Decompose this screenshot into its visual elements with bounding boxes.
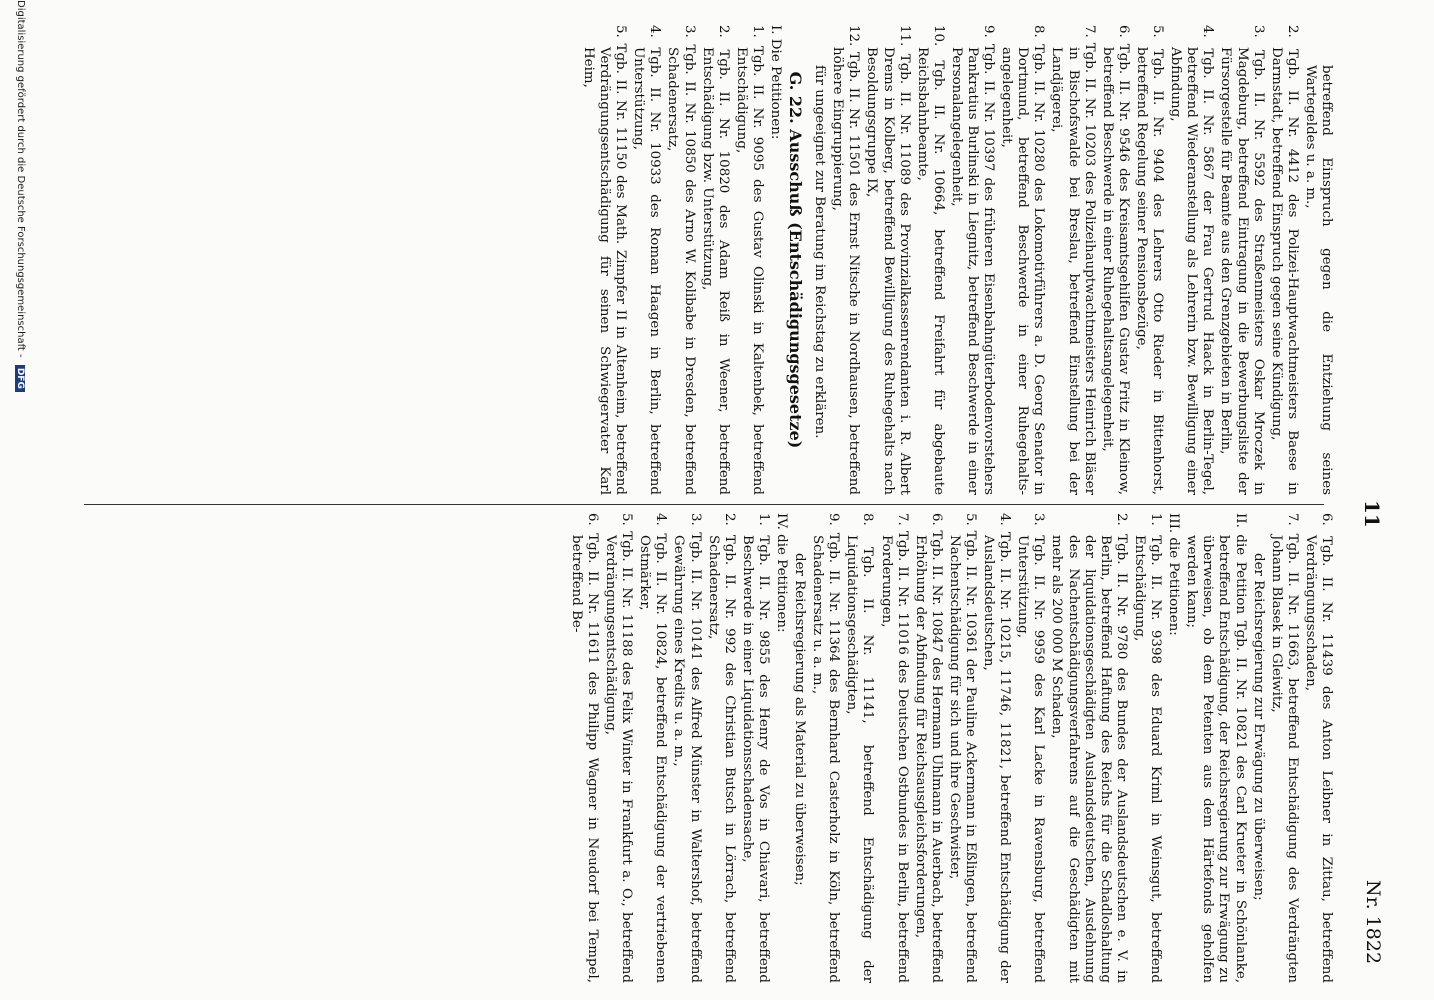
left-column-paragraph: I. Die Petitionen: [768, 25, 783, 140]
right-column-paragraph: der Reichsregierung als Material zu überweisen; [792, 553, 808, 886]
footer [15, 0, 26, 1000]
left-column-paragraph: 3. Tgb. II. Nr. 5592 des Straßenmeisters Oskar Mroczek in Magdeburg, betreffend Eintragung in die Bewerbungsliste der Fürsorgestelle für Beamte aus den Grenzgebieten in Berlin, [1218, 25, 1266, 495]
right-column-paragraph: 8. Tgb. II. Nr. 11141, betreffend Entschädigung der Liquidationsgeschädigten, [844, 513, 876, 983]
left-column-paragraph: 3. Tgb. II. Nr. 10850 des Arno W. Kolibabe in Dresden, betreffend Schadenersatz, [665, 25, 697, 495]
left-column-paragraph: 1. Tgb. II. Nr. 9095 des Gustav Olinski in Kaltenbek, betreffend Entschädigung, [733, 25, 765, 495]
right-column-paragraph: 6. Tgb. II. Nr. 10847 des Hermann Uhlmann in Auerbach, betreffend Erhöhung der Abfindung für Reichsausgleichsforderungen, [912, 513, 944, 983]
left-column-paragraph: 2. Tgb. II. Nr. 10820 des Adam Reiß in Weener, betreffend Entschädigung bzw. Unterstützung, [699, 25, 731, 495]
page-header [1344, 0, 1384, 1000]
issue-number: Nr. 1822 [1362, 880, 1384, 965]
page-number: 11 [1360, 500, 1384, 528]
right-column-paragraph: 1. Tgb. II. Nr. 9855 des Henry de Vos in Chiavari, betreffend Beschwerde in einer Liquidationsschadensache, [739, 513, 771, 983]
left-column-paragraph: betreffend Einspruch gegen die Entziehung seines Wartegeldes u. a. m., [1302, 65, 1334, 495]
left-column-paragraph: 12. Tgb. II. Nr. 11501 des Ernst Nitsche in Nordhausen, betreffend höhere Eingruppierung, [830, 25, 862, 495]
right-column-paragraph: 7. Tgb. II. Nr. 11016 des Deutschen Ostbundes in Berlin, betreffend Forderungen, [878, 513, 910, 983]
left-column-paragraph: für ungeeignet zur Beratung im Reichstag zu erklären. [812, 65, 828, 439]
left-column-paragraph: 5. Tgb. II. Nr. 11150 des Math. Zimpfer II in Altenheim, betreffend Verdrängungsentschädigung für seinen Schwiegervater Karl Heim, [580, 25, 629, 495]
right-column-paragraph: 1. Tgb. II. Nr. 9398 des Eduard Kriml in Weinsgut, betreffend Entschädigung, [1131, 513, 1164, 983]
left-column-paragraph: 11. Tgb. II. Nr. 11089 des Provinzialkassenrendanten i. R. Albert Drems in Kolberg, betreffend Bewilligung des Ruhegehalts nach Besoldungsgruppe IX, [864, 25, 912, 495]
left-column-paragraph: 2. Tgb. II. Nr. 4412 des Polizei-Hauptwachtmeisters Baese in Darmstadt, betreffend Einspruch gegen seine Kündigung, [1268, 25, 1300, 495]
left-column-paragraph: G. 22. Ausschuß (Entschädigungsgesetze) [786, 71, 806, 449]
right-column-paragraph: III. die Petitionen: [1166, 513, 1182, 636]
right-column-paragraph: 3. Tgb. II. Nr. 10141 des Alfred Münster in Waltershof, betreffend Gewährung eines Kredits u. a. m., [671, 513, 703, 983]
right-column [566, 513, 1334, 983]
left-column-paragraph: 4. Tgb. II. Nr. 10933 des Roman Haagen in Berlin, betreffend Unterstützung, [631, 25, 663, 495]
right-column-paragraph: 5. Tgb. II. Nr. 11188 des Felix Winter in Frankfurt a. O., betreffend Verdrängungsentschädigung, [603, 513, 635, 983]
left-column [578, 25, 1334, 495]
left-column-paragraph: 8. Tgb. II. Nr. 10280 des Lokomotivführers a. D. Georg Senator in Dortmund, betreffend Beschwerde in einer Ruhegehaltsangelegenheit, [999, 25, 1047, 495]
left-column-paragraph: 4. Tgb. II. Nr. 5867 der Frau Gertrud Haack in Berlin-Tegel, betreffend Wiederanstellung als Lehrerin bzw. Bewilligung einer Abfindung, [1168, 25, 1216, 495]
funding-note: Digitalisierung gefördert durch die Deutsche Forschungsgemeinschaft - [15, 0, 26, 358]
right-column-paragraph: 6. Tgb. II. Nr. 11439 des Anton Leibner in Zittau, betreffend Verdrängungsschaden, [1302, 513, 1334, 983]
right-column-paragraph: 6. Tgb. II. Nr. 11611 des Philipp Wagner in Neudorf bei Tempel, betreffend Be- [568, 513, 600, 983]
right-column-paragraph: IV. die Petitionen: [774, 513, 789, 633]
right-column-paragraph: 7. Tgb. II. Nr. 11663, betreffend Entschädigung des Verdrängten Johann Blasek in Gleiwitz, [1268, 513, 1300, 983]
right-column-paragraph: der Reichsregierung zur Erwägung zu überweisen; [1250, 553, 1266, 901]
left-column-paragraph: 7. Tgb. II. Nr. 10203 des Polizeihauptwachtmeisters Heinrich Bläser in Bischofswalde bei Breslau, betreffend Einstellung bei der Landjägerei, [1049, 25, 1097, 495]
right-column-paragraph: 2. Tgb. II. Nr. 992 des Christian Butsch in Lörrach, betreffend Schadenersatz, [705, 513, 737, 983]
right-column-paragraph: 3. Tgb. II. Nr. 9959 des Karl Lacke in Ravensburg, betreffend Unterstützung, [1015, 513, 1047, 983]
right-column-paragraph: 9. Tgb. II. Nr. 11364 des Bernhard Casterholz in Köln, betreffend Schadenersatz u. a. m., [810, 513, 842, 983]
right-column-paragraph: 4. Tgb. II. Nr. 10215, 11746, 11821, betreffend Entschädigung der Auslandsdeutschen, [981, 513, 1013, 983]
right-column-paragraph: II. die Petition Tgb. II. Nr. 10821 des Carl Krueter in Schönlanke, betreffend Entschädigung, der Reichsregierung zur Erwägung zu überweisen, ob dem Petenten aus dem Härtefonds geholfen werden kann; [1184, 513, 1248, 983]
right-column-paragraph: 4. Tgb. II. Nr. 10824, betreffend Entschädigung der vertriebenen Ostmärker, [637, 513, 669, 983]
right-column-paragraph: 2. Tgb. II. Nr. 9780 des Bundes der Auslandsdeutschen e. V. in Berlin, betreffend Haftung des Reichs für die Schadloshaltung der liquidationsgeschädigten Auslandsdeutschen, Ausdehnung des Nachentschädigungsverfahrens auf die Geschädigten mit mehr als 200 000 M Schaden, [1049, 513, 1129, 983]
right-column-paragraph: 5. Tgb. II. Nr. 10361 der Pauline Ackermann in Eßlingen, betreffend Nachentschädigung für sich und ihre Geschwister, [946, 513, 979, 983]
dfg-logo: DFG [15, 365, 25, 392]
left-column-paragraph: 5. Tgb. II. Nr. 9404 des Lehrers Otto Rieder in Bittenhorst, betreffend Regelung seiner Pensionsbezüge, [1133, 25, 1166, 495]
left-column-paragraph: 10. Tgb. II. Nr. 10664, betreffend Freifahrt für abgebaute Reichsbahnbeamte, [914, 25, 946, 495]
column-divider [84, 504, 1324, 505]
left-column-paragraph: 6. Tgb. II. Nr. 9546 des Kreisamtsgehilfen Gustav Fritz in Kleinow, betreffend Beschwerde in einer Ruhegehaltsangelegenheit, [1099, 25, 1131, 495]
left-column-paragraph: 9. Tgb. II. Nr. 10397 des früheren Eisenbahngüterbodenvorstehers Pankratius Burlinski in Liegnitz, betreffend Beschwerde in einer Personalangelegenheit, [948, 25, 997, 495]
